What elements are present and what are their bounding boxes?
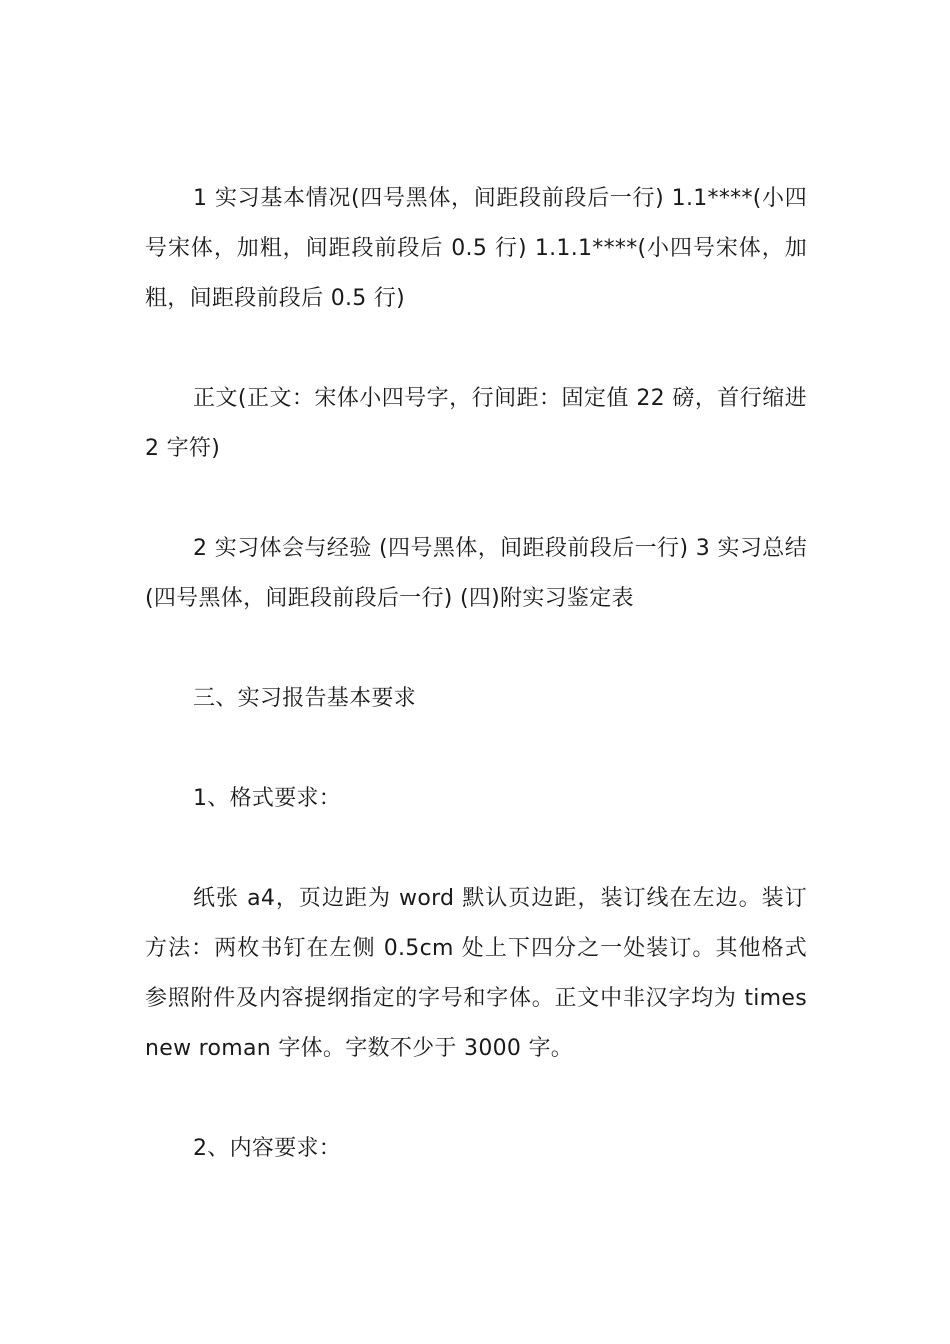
paragraph-experience-summary: 2 实习体会与经验 (四号黑体，间距段前段后一行) 3 实习总结(四号黑体，间距段前段后一行) (四)附实习鉴定表 xyxy=(145,536,807,611)
paragraph-internship-basic-info: 1 实习基本情况(四号黑体，间距段前段后一行) 1.1****(小四号宋体，加粗，间距段前段后 0.5 行) 1.1.1****(小四号宋体，加粗，间距段前段后 0.5 行) xyxy=(145,186,807,311)
paragraph-format-details: 纸张 a4，页边距为 word 默认页边距，装订线在左边。装订方法：两枚书钉在左侧 0.5cm 处上下四分之一处装订。其他格式参照附件及内容提纲指定的字号和字体。正文中非汉字均为 times new roman 字体。字数不少于 3000 字。 xyxy=(145,886,807,1061)
document-body xyxy=(145,174,807,1174)
paragraph-body-text-format: 正文(正文：宋体小四号字，行间距：固定值 22 磅，首行缩进 2 字符) xyxy=(145,386,807,461)
subheading-format-requirements: 1、格式要求： xyxy=(193,786,342,811)
subheading-content-requirements: 2、内容要求： xyxy=(193,1136,342,1161)
section-heading-basic-requirements: 三、实习报告基本要求 xyxy=(193,686,417,711)
